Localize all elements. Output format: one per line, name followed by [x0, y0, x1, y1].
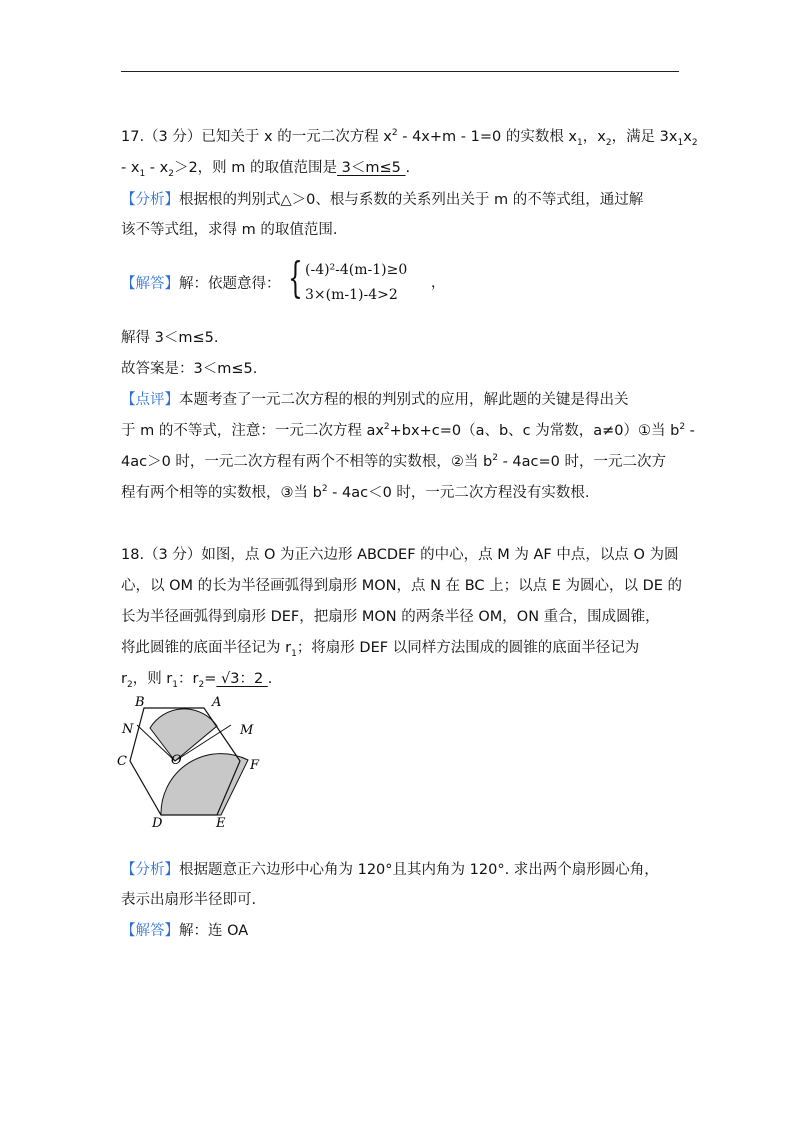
q18-answer: √3：2 — [216, 671, 268, 687]
q17-comment-line-2: 于 m 的不等式，注意：一元二次方程 $ax^2+bx+c=0(a$、b、c 为常数，a≠0）①当 $b^2$ - — [121, 422, 695, 439]
q18-line-1: 18.（3 分）如图，点 O 为正六边形 ABCDEF 的中心，点 M 为 AF 中点，以点 O 为圆 — [121, 547, 679, 563]
label-e: E — [216, 816, 226, 828]
q17-result-2: 故答案是：3＜m≤5. — [121, 361, 258, 377]
system-equation-1: (-4)²-4(m-1)≥0 — [305, 262, 408, 278]
q17-result-1: 解得 3＜m≤5. — [121, 330, 219, 346]
label-f: F — [250, 758, 260, 773]
q17-comment-line-3: 4ac＞0 时，一元二次方程有两个不相等的实数根，②当 $b^2 - 4ac=0$ 时，一元二次方 — [121, 453, 666, 470]
header-rule — [121, 71, 679, 72]
q18-solution-line: 【解答】解：连 OA — [121, 923, 249, 939]
q18-line-2: 心，以 OM 的长为半径画弧得到扇形 MON，点 N 在 BC 上；以点 E 为圆心，以 DE 的 — [121, 578, 683, 594]
q17-answer: 3＜m≤5 — [337, 160, 406, 176]
q18-analysis-line-2: 表示出扇形半径即可. — [121, 892, 257, 908]
label-d: D — [152, 816, 163, 828]
system-equation-2: 3×(m-1)-4>2 — [305, 287, 398, 303]
q17-line-1: 17.（3 分）已知关于 x 的一元二次方程 $x^2 - 4x+m - 1=0$ 的实数根 $x_1$，$x_2$，满足 $3x_1x_2$ — [121, 128, 698, 148]
comment-tag: 【点评】 — [121, 392, 179, 408]
analysis-tag: 【分析】 — [121, 862, 179, 878]
q17-solution-line: 【解答】解：依题意得： — [121, 276, 281, 292]
q18-analysis-line-1: 【分析】根据题意正六边形中心角为 120°且其内角为 120°. 求出两个扇形圆心角， — [121, 862, 659, 878]
hexagon-figure — [113, 693, 273, 828]
q17-comment-line-4: 程有两个相等的实数根，③当 $b^2 - 4ac<0$ 时，一元二次方程没有实数根. — [121, 484, 590, 501]
solution-tag: 【解答】 — [121, 923, 179, 939]
q17-line-2: - $x_1 - x_2>2$，则 m 的取值范围是 3＜m≤5 . — [121, 160, 411, 179]
q17-analysis-line-2: 该不等式组，求得 m 的取值范围. — [121, 222, 338, 238]
analysis-tag: 【分析】 — [121, 192, 179, 208]
solution-tag: 【解答】 — [121, 276, 179, 292]
q18-line-5: $r_2$，则 $r_1$：$r_2= √3$：2 . — [121, 671, 273, 690]
q18-line-3: 长为半径画弧得到扇形 DEF，把扇形 MON 的两条半径 OM，ON 重合，围成圆锥， — [121, 609, 660, 625]
label-a: A — [212, 695, 222, 710]
q18-line-4: 将此圆锥的底面半径记为 $r_1$；将扇形 DEF 以同样方法围成的圆锥的底面半径记为 — [121, 640, 640, 659]
system-comma: ， — [431, 275, 445, 291]
q17-comment-line-1: 【点评】本题考查了一元二次方程的根的判别式的应用，解此题的关键是得出关 — [121, 392, 629, 408]
label-c: C — [117, 754, 127, 769]
label-m: M — [240, 723, 254, 738]
label-o: O — [171, 753, 182, 768]
sector-mon — [150, 709, 217, 761]
label-n: N — [122, 722, 134, 737]
label-b: B — [135, 695, 145, 710]
q17-analysis-line-1: 【分析】根据根的判别式△＞0、根与系数的关系列出关于 m 的不等式组，通过解 — [121, 192, 644, 208]
system-brace: { — [288, 253, 303, 302]
